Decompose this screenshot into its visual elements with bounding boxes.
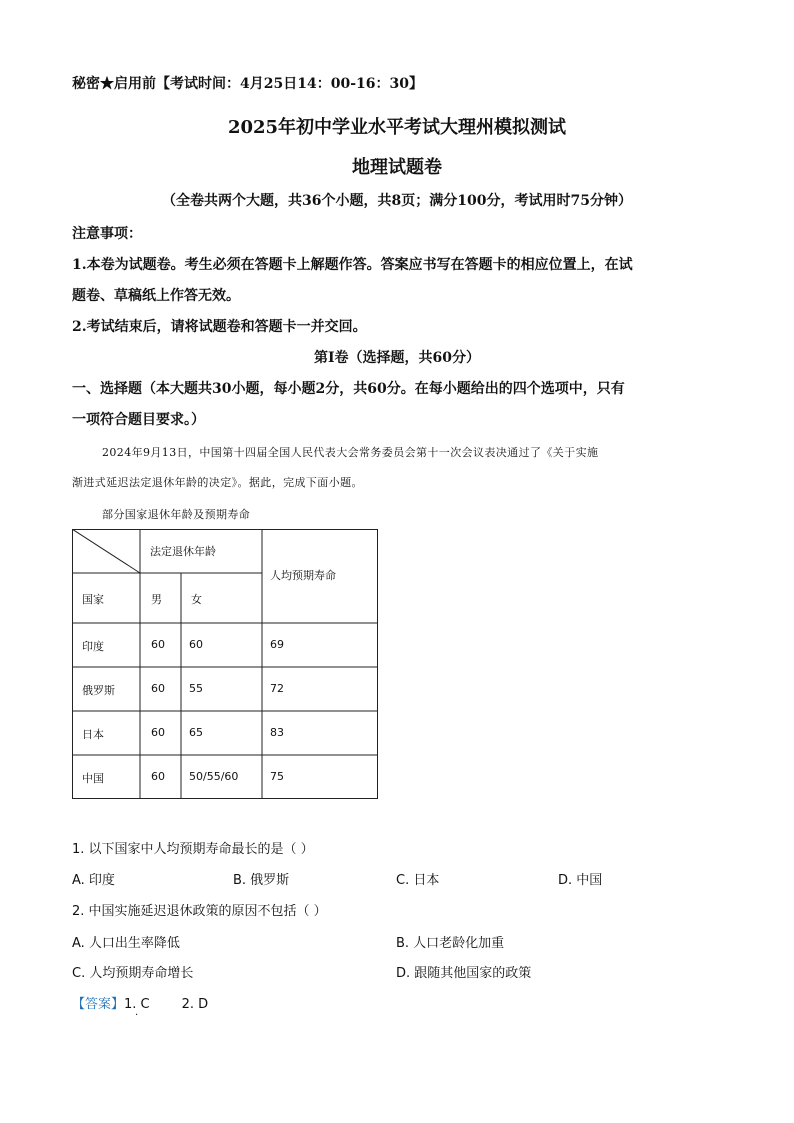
exam-title: 2025年初中学业水平考试大理州模拟测试: [227, 117, 567, 138]
row-female: 50/55/60: [189, 770, 239, 783]
row-female: 60: [189, 638, 203, 651]
retirement-table: [72, 529, 378, 799]
confidential-notice: 秘密★启用前【考试时间：4月25日14：00-16：30】: [72, 76, 423, 92]
stray-mark: ·: [135, 1010, 139, 1021]
material-line-2: 渐进式延迟法定退休年龄的决定》。据此，完成下面小题。: [72, 476, 363, 489]
row-life: 83: [270, 726, 284, 739]
row-male: 60: [151, 638, 165, 651]
question-1-stem: 1. 以下国家中人均预期寿命最长的是（ ）: [72, 842, 314, 857]
notice-item-2: 2.考试结束后，请将试题卷和答题卡一并交回。: [72, 319, 367, 335]
row-male: 60: [151, 682, 165, 695]
table-caption: 部分国家退休年龄及预期寿命: [102, 508, 251, 521]
row-country: 俄罗斯: [82, 684, 115, 697]
row-life: 72: [270, 682, 284, 695]
row-female: 65: [189, 726, 203, 739]
answer-line: [72, 993, 208, 1012]
row-life: 69: [270, 638, 284, 651]
section-instructions-line-2: 一项符合题目要求。）: [72, 412, 205, 428]
question-1-option-c: C. 日本: [396, 873, 440, 888]
row-country: 中国: [82, 772, 104, 785]
question-2-option-a: A. 人口出生率降低: [72, 936, 180, 951]
answer-tag: 【答案】: [72, 997, 125, 1012]
part-title: 第Ⅰ卷（选择题，共60分）: [313, 350, 481, 366]
row-female: 55: [189, 682, 203, 695]
question-1-option-b: B. 俄罗斯: [233, 873, 290, 888]
answer-1: 1. C: [124, 997, 150, 1012]
row-male: 60: [151, 770, 165, 783]
question-1-option-a: A. 印度: [72, 873, 115, 888]
row-life: 75: [270, 770, 284, 783]
exam-info: （全卷共两个大题，共36个小题，共8页；满分100分，考试用时75分钟）: [162, 193, 632, 209]
header-country: 国家: [82, 593, 104, 606]
question-1-option-d: D. 中国: [558, 873, 603, 888]
material-line-1: 2024年9月13日，中国第十四届全国人民代表大会常务委员会第十一次会议表决通过了《关于实施: [102, 446, 599, 459]
header-life-expectancy: 人均预期寿命: [270, 569, 336, 582]
row-country: 日本: [82, 728, 104, 741]
answer-2: 2. D: [181, 997, 209, 1012]
header-retirement-age: 法定退休年龄: [150, 545, 216, 558]
header-female: 女: [191, 593, 202, 606]
question-2-option-b: B. 人口老龄化加重: [396, 936, 505, 951]
header-male: 男: [151, 593, 162, 606]
question-2-stem: 2. 中国实施延迟退休政策的原因不包括（ ）: [72, 904, 327, 919]
row-male: 60: [151, 726, 165, 739]
exam-subtitle: 地理试题卷: [352, 157, 442, 178]
question-2-option-c: C. 人均预期寿命增长: [72, 966, 194, 981]
section-instructions-line-1: 一、选择题（本大题共30小题，每小题2分，共60分。在每小题给出的四个选项中，只有: [72, 381, 625, 397]
notice-item-1-line-2: 题卷、草稿纸上作答无效。: [72, 288, 240, 304]
row-country: 印度: [82, 640, 104, 653]
notice-heading: 注意事项：: [72, 226, 142, 242]
question-2-option-d: D. 跟随其他国家的政策: [396, 966, 532, 981]
notice-item-1-line-1: 1.本卷为试题卷。考生必须在答题卡上解题作答。答案应书写在答题卡的相应位置上，在试: [72, 257, 633, 273]
